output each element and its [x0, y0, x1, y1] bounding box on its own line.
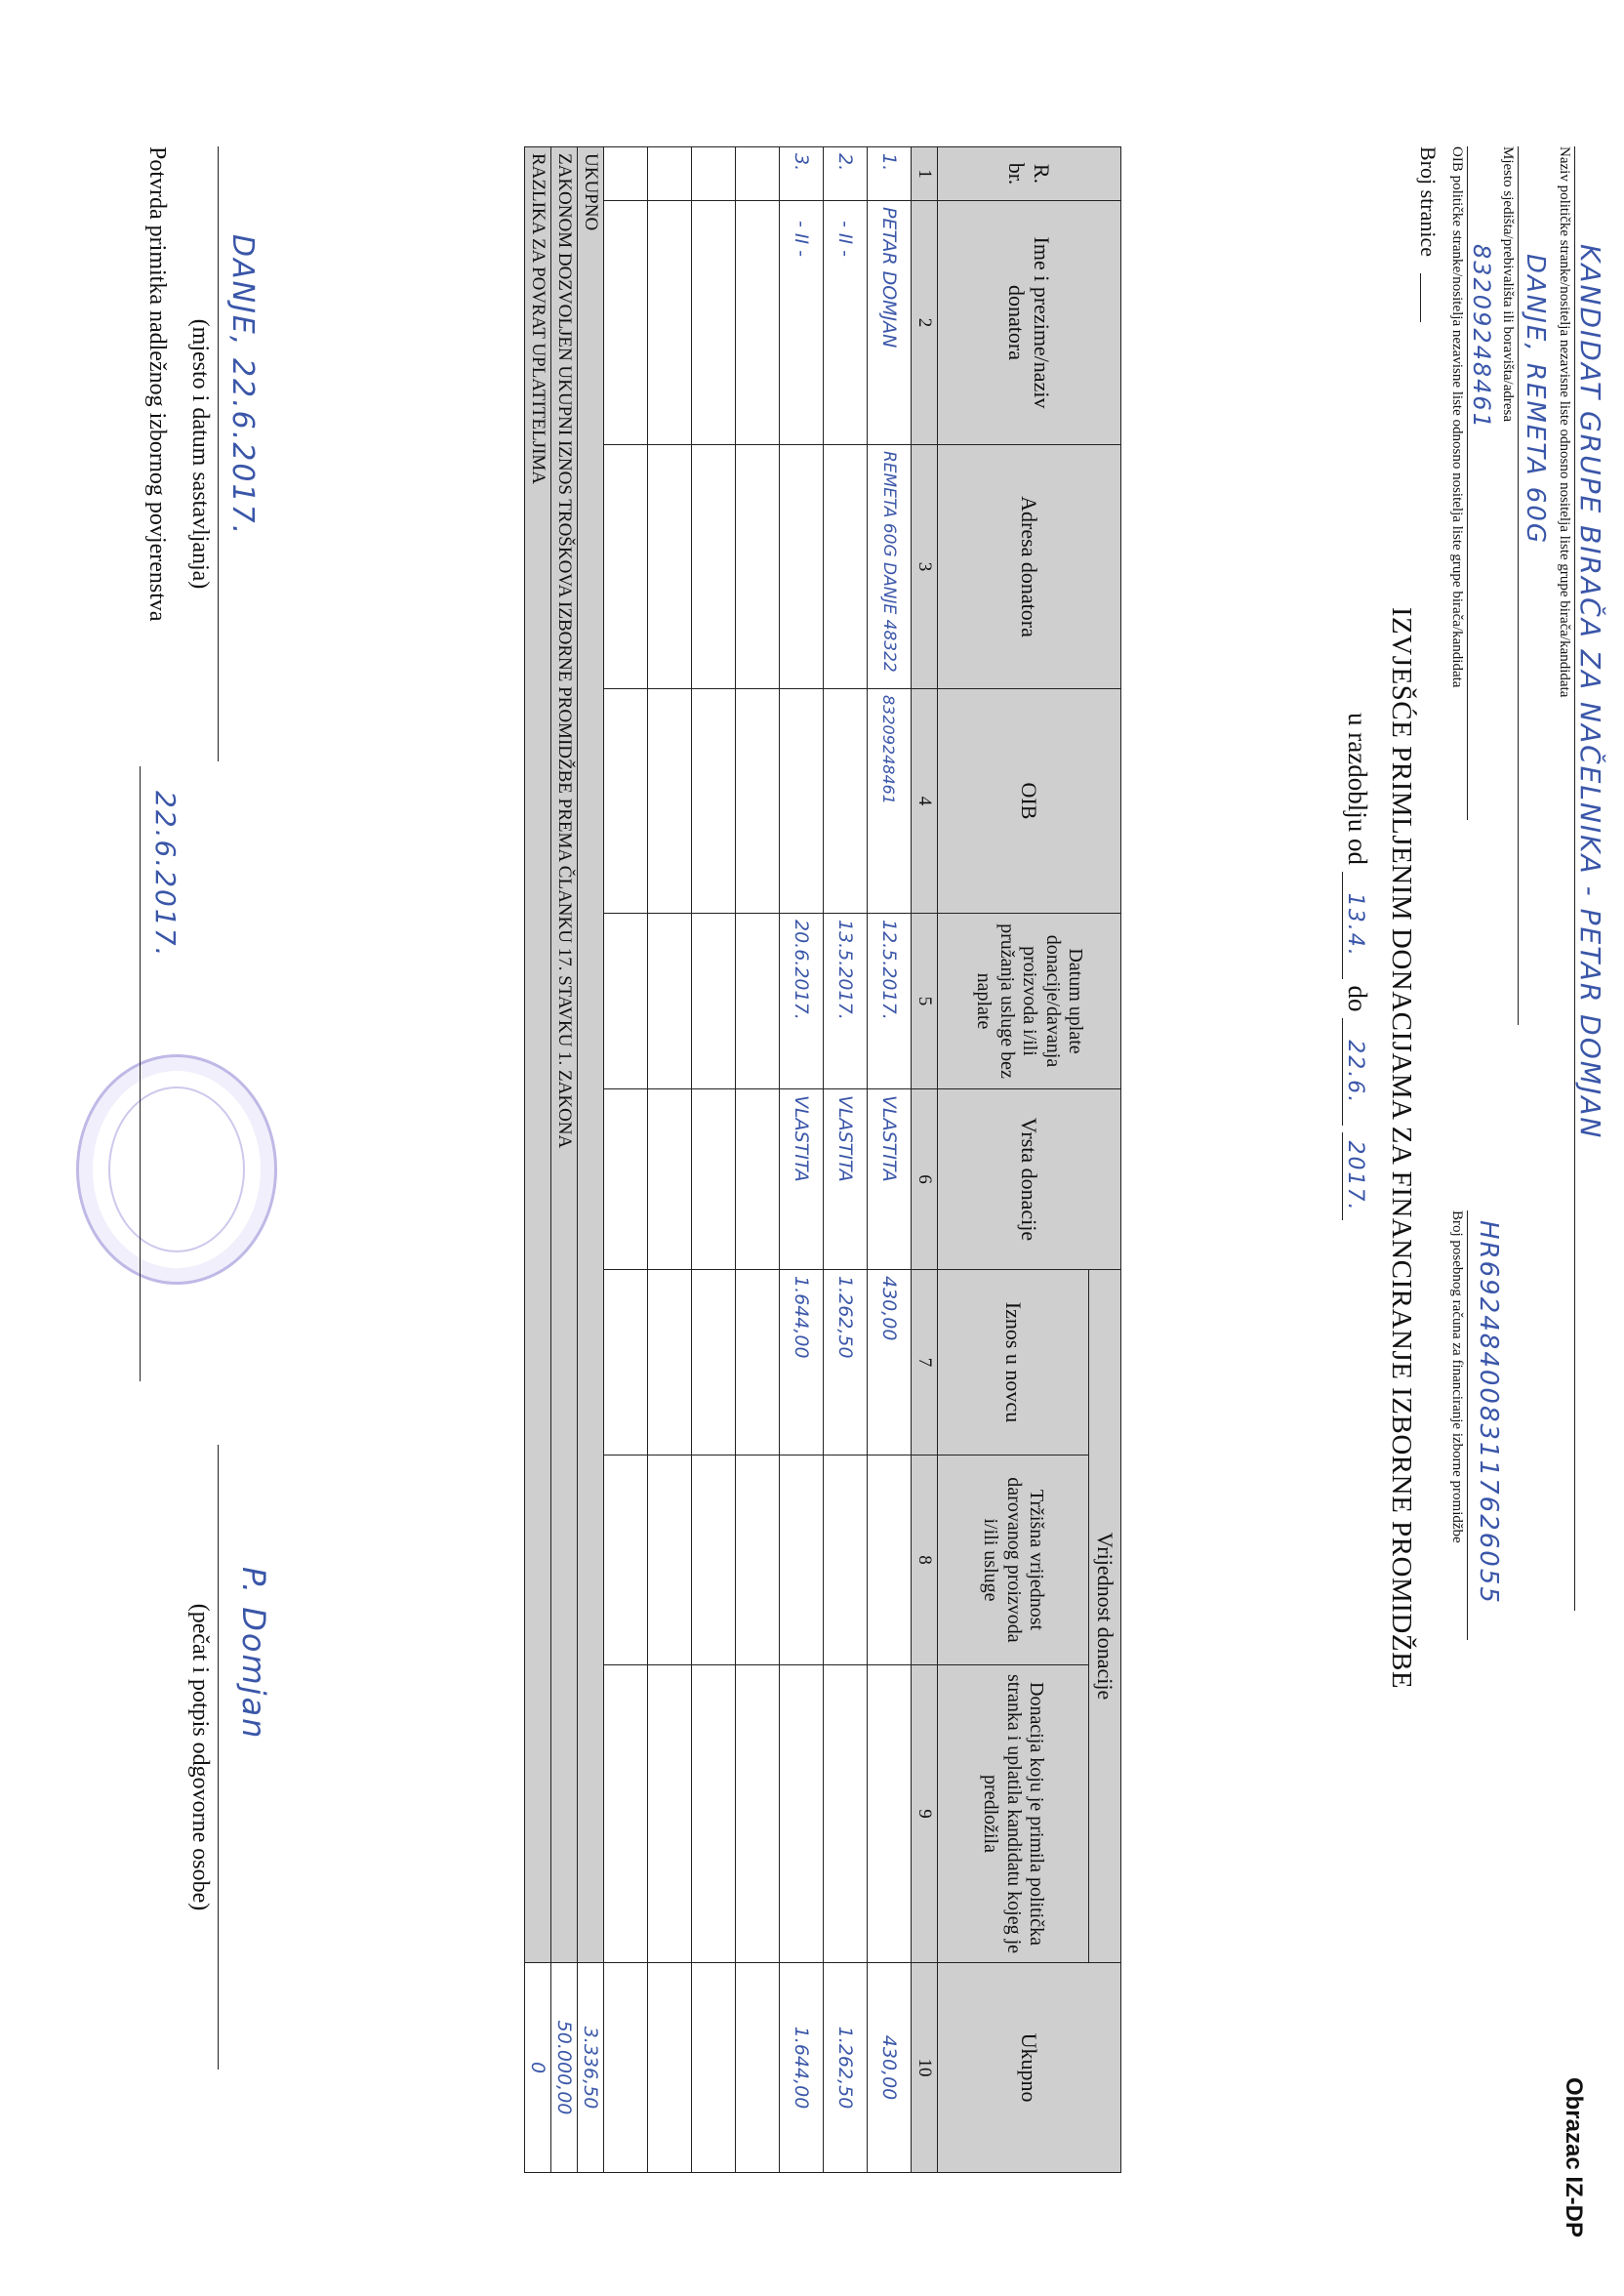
page-number-line [1420, 273, 1421, 322]
col-num: 10 [912, 1963, 938, 2173]
header-market: Tržišna vrijednost darovanog proizvoda i/ili usluge [938, 1456, 1089, 1665]
cell-date: 20.6.2017. [780, 914, 824, 1089]
address-label: Mjesto sjedišta/prebivališta ili boravišta/adresa [1500, 146, 1516, 423]
cell-oib [780, 689, 824, 914]
col-num: 2 [912, 201, 938, 445]
period-to: 22.6. [1342, 1018, 1367, 1126]
header-rb: R. br. [938, 147, 1121, 201]
cell-date: 13.5.2017. [824, 914, 868, 1089]
summary-total-label: UKUPNO [578, 147, 604, 1963]
cell-oib [824, 689, 868, 914]
period [1342, 713, 1372, 1591]
receipt-date: 22.6.2017. [149, 791, 182, 959]
column-number-row [912, 147, 938, 2173]
address-value: DANJE, REMETA 60G [1521, 254, 1550, 546]
candidate-name-label: Naziv političke stranke/nositelja nezavisne liste odnosno nositelja liste grupe birača/kandidata [1557, 146, 1572, 698]
table-row-empty [604, 147, 648, 2173]
cell-address [780, 445, 824, 689]
receipt-line [140, 766, 141, 1381]
cell-total: 1.644,00 [780, 1963, 824, 2173]
form-code: Obrazac IZ-DP [1561, 2076, 1587, 2237]
col-num: 1 [912, 147, 938, 201]
table-row [868, 147, 912, 2173]
signature: P. Domjan [235, 1567, 272, 1741]
summary-row [578, 147, 604, 2173]
cell-type: VLASTITA [780, 1089, 824, 1270]
header-name: Ime i prezime/naziv donatora [938, 201, 1121, 445]
period-from: 13.4. [1342, 872, 1367, 979]
header-cash: Iznos u novcu [938, 1270, 1089, 1456]
place-date-line [218, 146, 219, 761]
cell-cash: 430,00 [868, 1270, 912, 1456]
cell-date: 12.5.2017. [868, 914, 912, 1089]
header-type: Vrsta donacije [938, 1089, 1121, 1270]
col-num: 7 [912, 1270, 938, 1456]
oib-line [1467, 146, 1468, 820]
address-line [1518, 146, 1519, 1025]
table-row [824, 147, 868, 2173]
cell-type: VLASTITA [824, 1089, 868, 1270]
cell-name: - II - [780, 201, 824, 445]
table-row [780, 147, 824, 2173]
period-year: 2017. [1342, 1132, 1367, 1220]
summary-row [551, 147, 578, 2173]
table-row-empty [736, 147, 780, 2173]
account-value: HR6924840083117626055 [1474, 1220, 1503, 1605]
seal-label: (pečat i potpis odgovorne osobe) [187, 1603, 213, 1911]
cell-party [868, 1665, 912, 1963]
place-date-label: (mjesto i datum sastavljanja) [187, 318, 213, 590]
summary-refund-label: RAZLIKA ZA POVRAT UPLATITELJIMA [525, 147, 551, 1963]
period-to-label: do [1343, 985, 1372, 1012]
header-value-group: Vrijednost donacije [1089, 1270, 1121, 1963]
col-num: 3 [912, 445, 938, 689]
cell-rb: 3. [780, 147, 824, 201]
oib-label: OIB političke stranke/nositelja nezavisne liste odnosno nositelja liste grupe birača/kandidata [1449, 146, 1465, 688]
header-total: Ukupno [938, 1963, 1121, 2173]
donations-table [524, 146, 1121, 2173]
cell-market [824, 1456, 868, 1665]
candidate-name-value: KANDIDAT GRUPE BIRAČA ZA NAČELNIKA - PETAR DOMJAN [1574, 244, 1606, 1140]
cell-type: VLASTITA [868, 1089, 912, 1270]
col-num: 6 [912, 1089, 938, 1270]
period-prefix: u razdoblju od [1343, 713, 1372, 865]
cell-market [780, 1456, 824, 1665]
cell-party [780, 1665, 824, 1963]
header-row [1089, 147, 1121, 2173]
summary-allowed-label: ZAKONOM DOZVOLJEN UKUPNI IZNOS TROŠKOVA IZBORNE PROMIDŽBE PREMA ČLANKU 17. STAVKU 1. ZAKONA [551, 147, 578, 1963]
cell-cash: 1.644,00 [780, 1270, 824, 1456]
cell-rb: 1. [868, 147, 912, 201]
col-num: 5 [912, 914, 938, 1089]
official-stamp [76, 1054, 277, 1285]
cell-rb: 2. [824, 147, 868, 201]
cell-total: 430,00 [868, 1963, 912, 2173]
place-date-value: DANJE, 22.6.2017. [225, 234, 260, 537]
page-number-label: Broj stranice [1416, 146, 1441, 258]
cell-party [824, 1665, 868, 1963]
cell-name: - II - [824, 201, 868, 445]
account-line [1467, 1210, 1468, 1640]
summary-total-value: 3.336,50 [578, 1963, 604, 2173]
cell-total: 1.262,50 [824, 1963, 868, 2173]
summary-allowed-value: 50.000,00 [551, 1963, 578, 2173]
cell-address [824, 445, 868, 689]
header-oib: OIB [938, 689, 1121, 914]
table-row-empty [648, 147, 692, 2173]
col-num: 4 [912, 689, 938, 914]
header-address: Adresa donatora [938, 445, 1121, 689]
cell-market [868, 1456, 912, 1665]
cell-name: PETAR DOMJAN [868, 201, 912, 445]
candidate-name-line [1574, 146, 1575, 1611]
account-label: Broj posebnog računa za financiranje izborne promidžbe [1449, 1210, 1465, 1543]
summary-row [525, 147, 551, 2173]
col-num: 9 [912, 1665, 938, 1963]
summary-refund-value: 0 [525, 1963, 551, 2173]
cell-address: REMETA 60G DANJE 48322 [868, 445, 912, 689]
oib-value: 83209248461 [1468, 244, 1495, 430]
stamp-inner-ring [108, 1086, 245, 1252]
header-party: Donacija koju je primila politička stranka i uplatila kandidatu kojeg je predložila [938, 1665, 1089, 1963]
signature-line [218, 1445, 219, 2070]
cell-oib: 83209248461 [868, 689, 912, 914]
cell-cash: 1.262,50 [824, 1270, 868, 1456]
receipt-label: Potvrda primitka nadležnog izbornog povjerenstva [144, 146, 170, 622]
col-num: 8 [912, 1456, 938, 1665]
header-date: Datum uplate donacije/davanja proizvoda i/ili pružanja usluge bez naplate [938, 914, 1121, 1089]
report-title: IZVJEŠĆE PRIMLJENIM DONACIJAMA ZA FINANCIRANJE IZBORNE PROMIDŽBE [1386, 606, 1417, 1690]
table-row-empty [692, 147, 736, 2173]
